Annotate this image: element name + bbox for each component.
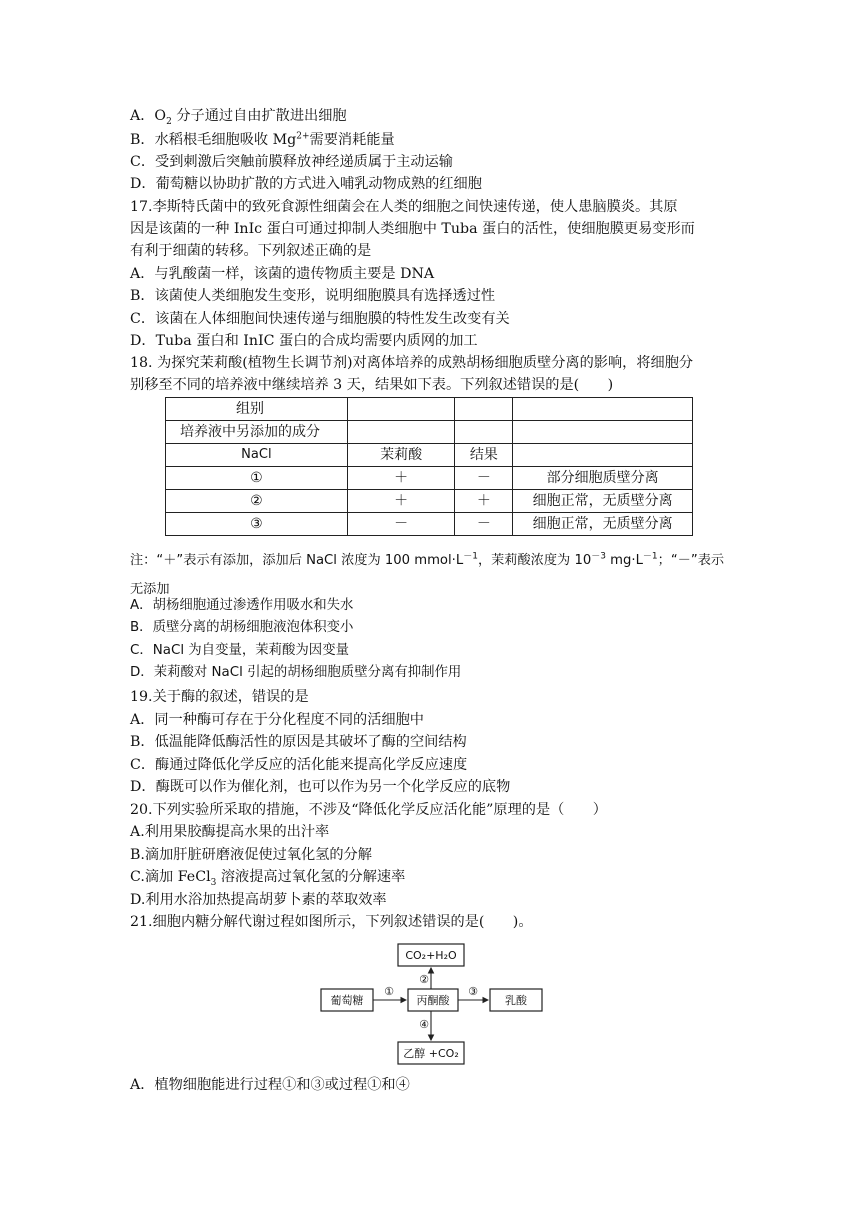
table-col-jasmonic: 茉莉酸 [347, 444, 455, 467]
table-cell-jasmonic: ＋ [455, 490, 513, 513]
q17-stem-line3: 有利于细菌的转移。下列叙述正确的是 [130, 243, 372, 259]
table-cell-nacl: ＋ [347, 490, 455, 513]
table-cell-group: ③ [166, 513, 348, 536]
q18-option-d: D．茉莉酸对 NaCl 引起的胡杨细胞质壁分离有抑制作用 [130, 665, 462, 680]
q18-stem-line1: 18. 为探究茉莉酸(植物生长调节剂)对离体培养的成熟胡杨细胞质壁分离的影响，将细胞分 [130, 355, 694, 371]
table-header-added: 培养液中另添加的成分 [166, 421, 348, 444]
label-step4: ④ [419, 1018, 429, 1031]
q16-option-c: C．受到刺激后突触前膜释放神经递质属于主动运输 [130, 154, 453, 170]
q21-option-a: A．植物细胞能进行过程①和③或过程①和④ [130, 1077, 410, 1093]
q20-option-c: C.滴加 FeCl$_3$ 溶液提高过氧化氢的分解速率 [130, 869, 406, 888]
label-pyruvate: 丙酮酸 [416, 994, 450, 1007]
q18-table-note: 注：“＋”表示有添加，添加后 NaCl 浓度为 100 $mmol\cdot L^{-1}$，茉莉酸浓度为 $10^{-3}$ $mg\cdot L^{-1}$；“－”表示无添加 [130, 551, 725, 597]
label-step1: ① [384, 985, 394, 998]
q19-stem: 19.关于酶的叙述，错误的是 [130, 689, 309, 705]
table-row [166, 421, 693, 444]
q17-option-a: A．与乳酸菌一样，该菌的遗传物质主要是 DNA [130, 266, 435, 282]
q18-option-a: A．胡杨细胞通过渗透作用吸水和失水 [130, 598, 354, 613]
q20-stem: 20.下列实验所采取的措施，不涉及“降低化学反应活化能”原理的是（ ） [130, 802, 607, 818]
label-step2: ② [419, 973, 429, 986]
q18-option-c: C．NaCl 为自变量，茉莉酸为因变量 [130, 643, 349, 658]
q19-option-a: A．同一种酶可存在于分化程度不同的活细胞中 [130, 712, 424, 728]
q18-stem-line2: 别移至不同的培养液中继续培养 3 天，结果如下表。下列叙述错误的是( ) [130, 377, 614, 393]
metabolism-diagram [318, 941, 548, 1067]
q18-results-table [165, 397, 693, 536]
table-cell-nacl: ＋ [347, 467, 455, 490]
q18-option-b: B．质壁分离的胡杨细胞液泡体积变小 [130, 620, 354, 635]
table-col-result: 结果 [455, 444, 513, 467]
q17-option-d: D．Tuba 蛋白和 InIC 蛋白的合成均需要内质网的加工 [130, 333, 478, 349]
q17-option-b: B．该菌使人类细胞发生变形，说明细胞膜具有选择透过性 [130, 288, 496, 304]
q21-stem: 21.细胞内糖分解代谢过程如图所示，下列叙述错误的是( )。 [130, 914, 533, 930]
table-row [166, 398, 693, 421]
label-glucose: 葡萄糖 [330, 994, 364, 1007]
q20-option-d: D.利用水浴加热提高胡萝卜素的萃取效率 [130, 892, 387, 908]
q16-option-b: B．水稻根毛细胞吸收 $Mg^{2+}$需要消耗能量 [130, 131, 395, 148]
table-row [166, 467, 693, 490]
q19-option-c: C．酶通过降低化学反应的活化能来提高化学反应速度 [130, 757, 468, 773]
label-step3: ③ [468, 985, 478, 998]
table-cell-group: ① [166, 467, 348, 490]
table-row [166, 444, 693, 467]
table-row [166, 490, 693, 513]
table-cell-result: 细胞正常，无质壁分离 [513, 490, 693, 513]
q19-option-b: B．低温能降低酶活性的原因是其破坏了酶的空间结构 [130, 734, 467, 750]
table-cell-jasmonic: － [455, 513, 513, 536]
q20-option-a: A.利用果胶酶提高水果的出汁率 [130, 824, 330, 840]
label-ethanol-co2: 乙醇 +CO₂ [403, 1047, 459, 1060]
q19-option-d: D．酶既可以作为催化剂，也可以作为另一个化学反应的底物 [130, 779, 511, 795]
q16-option-a: A．$O_2$ 分子通过自由扩散进出细胞 [130, 108, 347, 127]
q16-option-d: D．葡萄糖以协助扩散的方式进入哺乳动物成熟的红细胞 [130, 176, 482, 192]
q20-option-b: B.滴加肝脏研磨液促使过氧化氢的分解 [130, 847, 372, 863]
label-co2-h2o: CO₂+H₂O [405, 949, 457, 962]
q17-stem-line1: 17.李斯特氏菌中的致死食源性细菌会在人类的细胞之间快速传递，使人患脑膜炎。其原 [130, 199, 678, 215]
table-col-nacl: NaCl [166, 444, 348, 467]
table-row [166, 513, 693, 536]
table-header-group: 组别 [166, 398, 348, 421]
table-cell-nacl: － [347, 513, 455, 536]
table-cell-result: 部分细胞质壁分离 [513, 467, 693, 490]
q17-option-c: C．该菌在人体细胞间快速传递与细胞膜的特性发生改变有关 [130, 311, 510, 327]
label-lactate: 乳酸 [505, 994, 527, 1007]
table-cell-group: ② [166, 490, 348, 513]
table-cell-jasmonic: － [455, 467, 513, 490]
q17-stem-line2: 因是该菌的一种 InIc 蛋白可通过抑制人类细胞中 Tuba 蛋白的活性，使细胞膜更易变形而 [130, 221, 695, 237]
table-cell-result: 细胞正常，无质壁分离 [513, 513, 693, 536]
